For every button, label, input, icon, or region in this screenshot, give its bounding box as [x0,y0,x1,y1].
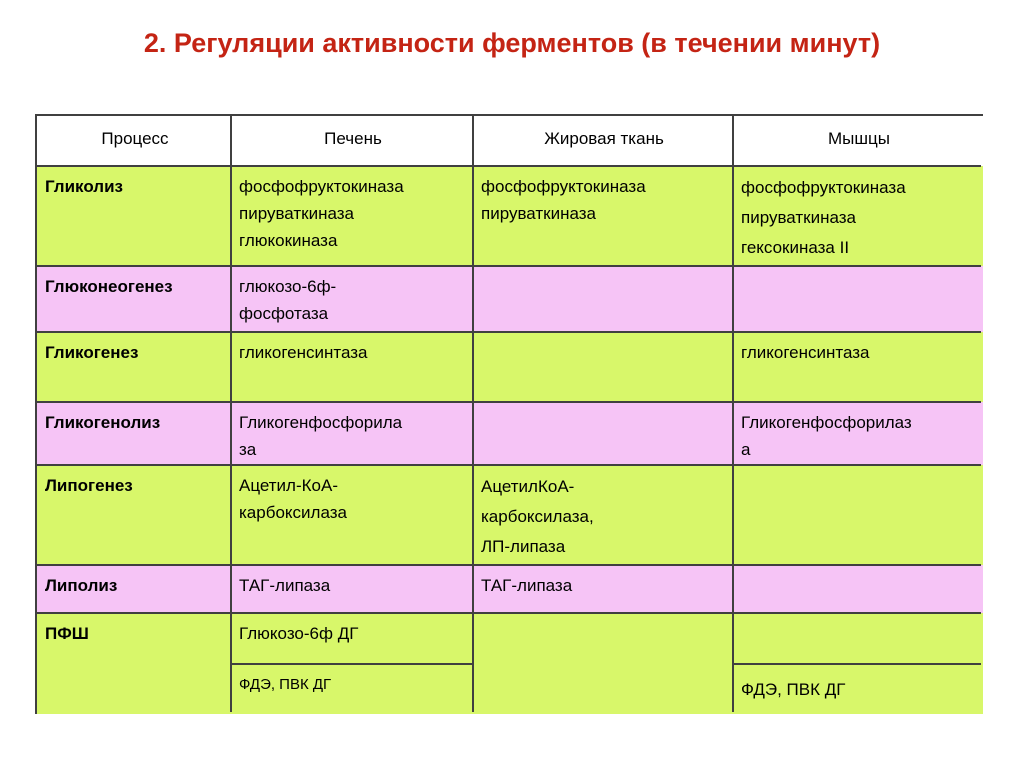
row-pps-process: ПФШ [37,613,231,664]
row-glycogenolysis-adipose [473,402,733,465]
row-glycogenolysis-liver: Гликогенфосфорила за [231,402,473,465]
enzyme-regulation-table [35,114,983,714]
row-lipolysis-liver: ТАГ-липаза [231,565,473,613]
grid-line [733,663,981,665]
grid-line [37,612,733,614]
header-muscle: Мышцы [733,116,983,166]
grid-line [231,663,473,665]
row-last-muscle: ФДЭ, ПВК ДГ [733,664,983,714]
row-glycogenolysis-process: Гликогенолиз [37,402,231,465]
row-last-process [37,664,231,714]
grid-line [37,401,981,403]
row-lipolysis-adipose: ТАГ-липаза [473,565,733,613]
page-title: 2. Регуляции активности ферментов (в течении минут) [143,28,881,58]
row-gluconeogenesis-adipose [473,266,733,332]
grid-line [230,116,232,712]
row-pps-liver: Глюкозо-6ф ДГ [231,613,473,664]
row-glycolysis-muscle: фосфофруктокиназа пируваткиназа гексокиназа II [733,166,983,266]
header-adipose: Жировая ткань [473,116,733,166]
row-lipogenesis-process: Липогенез [37,465,231,565]
row-glycogenesis-process: Гликогенез [37,332,231,402]
grid-line [732,116,734,712]
row-glycolysis-liver: фосфофруктокиназа пируваткиназа глюкокиназа [231,166,473,266]
row-glycogenesis-muscle: гликогенсинтаза [733,332,983,402]
row-glycolysis-process: Гликолиз [37,166,231,266]
row-last-liver: ФДЭ, ПВК ДГ [231,664,473,714]
row-lipolysis-muscle [733,565,983,613]
header-process: Процесс [37,116,231,166]
grid-line [472,116,474,712]
row-glycolysis-adipose: фосфофруктокиназа пируваткиназа [473,166,733,266]
grid-line [37,331,981,333]
row-lipogenesis-adipose: АцетилКоА- карбоксилаза, ЛП-липаза [473,465,733,565]
row-gluconeogenesis-liver: глюкозо-6ф- фосфотаза [231,266,473,332]
grid-line [37,265,981,267]
row-last-adipose [473,664,733,714]
row-glycogenolysis-muscle: Гликогенфосфорилаз а [733,402,983,465]
row-gluconeogenesis-muscle [733,266,983,332]
grid-line [37,564,981,566]
grid-line [37,165,981,167]
row-lipogenesis-muscle [733,465,983,565]
row-lipolysis-process: Липолиз [37,565,231,613]
row-pps-adipose [473,613,733,664]
row-gluconeogenesis-process: Глюконеогенез [37,266,231,332]
row-pps-muscle [733,613,983,664]
grid-line [37,464,981,466]
row-lipogenesis-liver: Ацетил-КоА- карбоксилаза [231,465,473,565]
header-liver: Печень [231,116,473,166]
row-glycogenesis-adipose [473,332,733,402]
row-glycogenesis-liver: гликогенсинтаза [231,332,473,402]
grid-line [733,612,981,614]
